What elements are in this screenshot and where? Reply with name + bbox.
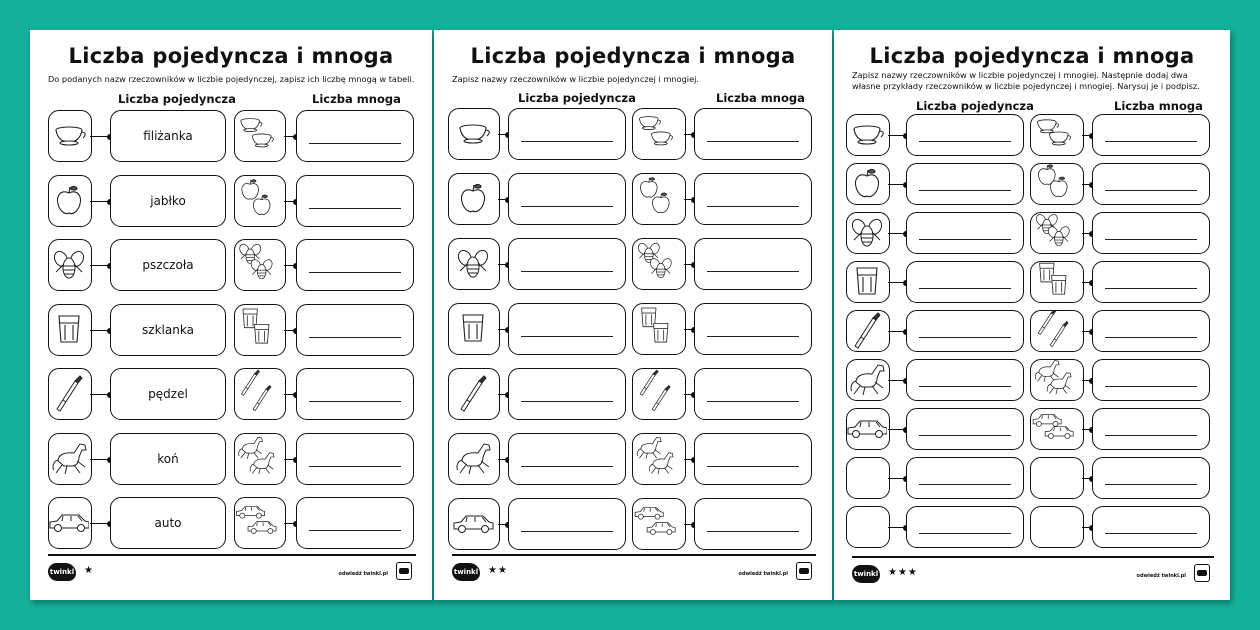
singular-word-box [110, 239, 226, 291]
table-row [434, 433, 832, 485]
cup-icon [449, 109, 497, 157]
difficulty-stars: ★ [84, 565, 94, 576]
apple-icon [449, 174, 497, 222]
plural-answer-box[interactable] [296, 497, 414, 549]
plural-picture-box [234, 175, 286, 227]
table-row [434, 238, 832, 290]
plural-answer-box[interactable] [1092, 359, 1210, 401]
writing-line[interactable] [919, 239, 1011, 240]
table-row [30, 239, 432, 291]
writing-line[interactable] [521, 466, 613, 467]
writing-line[interactable] [1105, 288, 1197, 289]
brush-pair-icon [235, 369, 283, 417]
plural-answer-box[interactable] [296, 239, 414, 291]
horse-icon [49, 434, 89, 482]
writing-line[interactable] [707, 401, 799, 402]
singular-word-box [110, 304, 226, 356]
plural-picture-box [632, 433, 686, 485]
worksheet-title: Liczba pojedyncza i mnoga [470, 44, 796, 68]
singular-word: pędzel [148, 387, 188, 401]
plural-answer-box[interactable] [694, 303, 812, 355]
footer-divider [852, 556, 1214, 558]
glass-pair-icon [235, 305, 283, 353]
plural-picture-box [1030, 212, 1084, 254]
singular-picture-box [846, 359, 890, 401]
plural-picture-box [1030, 359, 1084, 401]
writing-line[interactable] [919, 386, 1011, 387]
writing-line[interactable] [919, 484, 1011, 485]
glass-icon [449, 304, 497, 352]
plural-picture-box [632, 173, 686, 225]
table-row [434, 368, 832, 420]
writing-line[interactable] [1105, 533, 1197, 534]
writing-line[interactable] [521, 271, 613, 272]
plural-picture-box [1030, 114, 1084, 156]
plural-picture-box [1030, 457, 1084, 499]
singular-picture-box [48, 239, 92, 291]
table-row [434, 108, 832, 160]
plural-picture-box [234, 304, 286, 356]
car-pair-icon [235, 498, 283, 546]
writing-line[interactable] [1105, 484, 1197, 485]
singular-word-box[interactable] [508, 238, 626, 290]
singular-word: filiżanka [143, 129, 193, 143]
singular-word-box[interactable] [906, 212, 1024, 254]
cup-pair-icon [633, 109, 683, 157]
plural-answer-box[interactable] [1092, 408, 1210, 450]
plural-answer-box[interactable] [1092, 212, 1210, 254]
singular-word-box[interactable] [508, 368, 626, 420]
plural-answer-box[interactable] [694, 108, 812, 160]
singular-picture-box [48, 368, 92, 420]
horse-icon [847, 360, 887, 398]
footer-divider [452, 554, 816, 556]
plural-picture-box [632, 238, 686, 290]
table-row [834, 506, 1230, 548]
writing-line[interactable] [1105, 435, 1197, 436]
glass-icon [847, 262, 887, 300]
singular-picture-box [48, 110, 92, 162]
plural-picture-box [632, 108, 686, 160]
singular-picture-box [846, 163, 890, 205]
brush-icon [449, 369, 497, 417]
singular-picture-box [448, 498, 500, 550]
singular-picture-box [448, 368, 500, 420]
singular-picture-box [846, 114, 890, 156]
writing-line[interactable] [1105, 141, 1197, 142]
car-pair-icon [633, 499, 683, 547]
singular-picture-box [48, 433, 92, 485]
worksheet-2 [434, 30, 832, 600]
footer-divider [48, 554, 416, 556]
writing-line[interactable] [707, 336, 799, 337]
bee-pair-icon [633, 239, 683, 287]
singular-word-box[interactable] [906, 261, 1024, 303]
writing-line[interactable] [919, 141, 1011, 142]
singular-picture-box [846, 457, 890, 499]
plural-picture-box [234, 368, 286, 420]
apple-pair-icon [235, 176, 283, 224]
singular-word-box[interactable] [508, 108, 626, 160]
writing-line[interactable] [1105, 386, 1197, 387]
bee-pair-icon [235, 240, 283, 288]
cup-pair-icon [1031, 115, 1081, 153]
worksheet-1 [30, 30, 432, 600]
table-row [30, 433, 432, 485]
worksheet-3 [834, 30, 1230, 600]
table-row [30, 368, 432, 420]
singular-word-box[interactable] [508, 173, 626, 225]
bee-icon [847, 213, 887, 251]
singular-word-box[interactable] [906, 506, 1024, 548]
writing-line[interactable] [521, 401, 613, 402]
instruction-text: Zapisz nazwy rzeczowników w liczbie pojedynczej i mnogiej. Następnie dodaj dwa własne przykłady rzeczowników w liczbie pojedynczej i mnogiej. Narysuj je i podpisz. [852, 70, 1200, 91]
singular-word-box [110, 368, 226, 420]
writing-line[interactable] [919, 435, 1011, 436]
singular-picture-box [846, 310, 890, 352]
plural-picture-box [632, 303, 686, 355]
bee-pair-icon [1031, 213, 1081, 251]
writing-line[interactable] [707, 271, 799, 272]
writing-line[interactable] [309, 272, 401, 273]
site-url: odwiedź twinkl.pl [1136, 573, 1186, 579]
plural-answer-box[interactable] [296, 175, 414, 227]
table-row [834, 114, 1230, 156]
table-row [434, 173, 832, 225]
singular-picture-box [48, 304, 92, 356]
worksheet-title: Liczba pojedyncza i mnoga [869, 44, 1195, 68]
singular-picture-box [448, 433, 500, 485]
apple-pair-icon [633, 174, 683, 222]
singular-word-box [110, 497, 226, 549]
writing-line[interactable] [707, 531, 799, 532]
singular-picture-box [448, 108, 500, 160]
header-singular: Liczba pojedyncza [916, 99, 1034, 113]
glass-pair-icon [633, 304, 683, 352]
instruction-text: Zapisz nazwy rzeczowników w liczbie pojedynczej i mnogiej. [452, 74, 699, 84]
table-row [30, 497, 432, 549]
writing-line[interactable] [707, 141, 799, 142]
header-plural: Liczba mnoga [1114, 99, 1203, 113]
plural-answer-box[interactable] [694, 368, 812, 420]
singular-word-box[interactable] [508, 433, 626, 485]
writing-line[interactable] [707, 206, 799, 207]
writing-line[interactable] [919, 337, 1011, 338]
singular-word-box[interactable] [906, 163, 1024, 205]
writing-line[interactable] [521, 141, 613, 142]
writing-line[interactable] [1105, 337, 1197, 338]
brush-pair-icon [1031, 311, 1081, 349]
cup-pair-icon [235, 111, 283, 159]
writing-line[interactable] [919, 533, 1011, 534]
bee-icon [49, 240, 89, 288]
plural-answer-box[interactable] [296, 433, 414, 485]
plural-answer-box[interactable] [1092, 163, 1210, 205]
cup-icon [847, 115, 887, 153]
table-row [30, 304, 432, 356]
writing-line[interactable] [521, 206, 613, 207]
twinkl-badge-icon [396, 562, 412, 580]
singular-picture-box [846, 212, 890, 254]
apple-icon [49, 176, 89, 224]
writing-line[interactable] [309, 466, 401, 467]
twinkl-logo: twinkl [48, 563, 76, 581]
twinkl-badge-icon [796, 562, 812, 580]
table-row [434, 498, 832, 550]
horse-icon [449, 434, 497, 482]
singular-word: koń [157, 452, 179, 466]
car-pair-icon [1031, 409, 1081, 447]
plural-picture-box [1030, 506, 1084, 548]
apple-pair-icon [1031, 164, 1081, 202]
writing-line[interactable] [521, 336, 613, 337]
singular-word-box [110, 110, 226, 162]
writing-line[interactable] [309, 208, 401, 209]
plural-picture-box [1030, 310, 1084, 352]
singular-picture-box [846, 506, 890, 548]
plural-picture-box [234, 497, 286, 549]
plural-answer-box[interactable] [1092, 506, 1210, 548]
table-row [834, 457, 1230, 499]
plural-picture-box [632, 368, 686, 420]
table-row [434, 303, 832, 355]
plural-answer-box[interactable] [296, 110, 414, 162]
plural-picture-box [1030, 261, 1084, 303]
twinkl-logo: twinkl [852, 565, 880, 583]
header-singular: Liczba pojedyncza [118, 92, 236, 106]
brush-pair-icon [633, 369, 683, 417]
table-row [834, 310, 1230, 352]
writing-line[interactable] [521, 531, 613, 532]
singular-word-box[interactable] [906, 359, 1024, 401]
singular-word-box[interactable] [508, 303, 626, 355]
plural-picture-box [234, 239, 286, 291]
plural-answer-box[interactable] [1092, 261, 1210, 303]
singular-word: jabłko [150, 194, 186, 208]
site-url: odwiedź twinkl.pl [738, 571, 788, 577]
writing-line[interactable] [309, 143, 401, 144]
twinkl-badge-icon [1194, 564, 1210, 582]
plural-picture-box [234, 110, 286, 162]
car-icon [847, 409, 887, 447]
instruction-text: Do podanych nazw rzeczowników w liczbie pojedynczej, zapisz ich liczbę mnogą w tabeli. [48, 74, 415, 84]
plural-answer-box[interactable] [1092, 114, 1210, 156]
plural-answer-box[interactable] [694, 498, 812, 550]
horse-pair-icon [235, 434, 283, 482]
cup-icon [49, 111, 89, 159]
plural-picture-box [632, 498, 686, 550]
site-url: odwiedź twinkl.pl [338, 571, 388, 577]
plural-picture-box [1030, 408, 1084, 450]
horse-pair-icon [633, 434, 683, 482]
singular-picture-box [846, 408, 890, 450]
worksheet-title: Liczba pojedyncza i mnoga [68, 44, 394, 68]
car-icon [449, 499, 497, 547]
singular-word-box[interactable] [508, 498, 626, 550]
plural-answer-box[interactable] [1092, 310, 1210, 352]
plural-answer-box[interactable] [694, 433, 812, 485]
car-icon [49, 498, 89, 546]
plural-picture-box [234, 433, 286, 485]
glass-pair-icon [1031, 262, 1081, 300]
singular-picture-box [846, 261, 890, 303]
writing-line[interactable] [309, 401, 401, 402]
writing-line[interactable] [1105, 239, 1197, 240]
horse-pair-icon [1031, 360, 1081, 398]
singular-picture-box [448, 173, 500, 225]
writing-line[interactable] [1105, 190, 1197, 191]
header-plural: Liczba mnoga [716, 91, 805, 105]
header-singular: Liczba pojedyncza [518, 91, 636, 105]
difficulty-stars: ★★ [488, 565, 508, 576]
apple-icon [847, 164, 887, 202]
twinkl-logo: twinkl [452, 563, 480, 581]
singular-word: szklanka [142, 323, 194, 337]
brush-icon [847, 311, 887, 349]
singular-word-box[interactable] [906, 310, 1024, 352]
brush-icon [49, 369, 89, 417]
singular-picture-box [448, 238, 500, 290]
plural-answer-box[interactable] [694, 238, 812, 290]
glass-icon [49, 305, 89, 353]
table-row [30, 175, 432, 227]
header-plural: Liczba mnoga [312, 92, 401, 106]
singular-picture-box [48, 175, 92, 227]
bee-icon [449, 239, 497, 287]
singular-word-box[interactable] [906, 408, 1024, 450]
singular-word-box[interactable] [906, 114, 1024, 156]
plural-answer-box[interactable] [296, 368, 414, 420]
singular-word-box [110, 433, 226, 485]
singular-picture-box [48, 497, 92, 549]
table-row [834, 261, 1230, 303]
table-row [834, 359, 1230, 401]
writing-line[interactable] [919, 190, 1011, 191]
plural-answer-box[interactable] [694, 173, 812, 225]
writing-line[interactable] [919, 288, 1011, 289]
singular-word: pszczoła [142, 258, 194, 272]
singular-word: auto [154, 516, 182, 530]
table-row [834, 212, 1230, 254]
difficulty-stars: ★★★ [888, 567, 918, 578]
table-row [834, 163, 1230, 205]
table-row [30, 110, 432, 162]
plural-answer-box[interactable] [296, 304, 414, 356]
writing-line[interactable] [707, 466, 799, 467]
writing-line[interactable] [309, 337, 401, 338]
plural-picture-box [1030, 163, 1084, 205]
plural-answer-box[interactable] [1092, 457, 1210, 499]
singular-word-box [110, 175, 226, 227]
singular-picture-box [448, 303, 500, 355]
singular-word-box[interactable] [906, 457, 1024, 499]
writing-line[interactable] [309, 530, 401, 531]
table-row [834, 408, 1230, 450]
